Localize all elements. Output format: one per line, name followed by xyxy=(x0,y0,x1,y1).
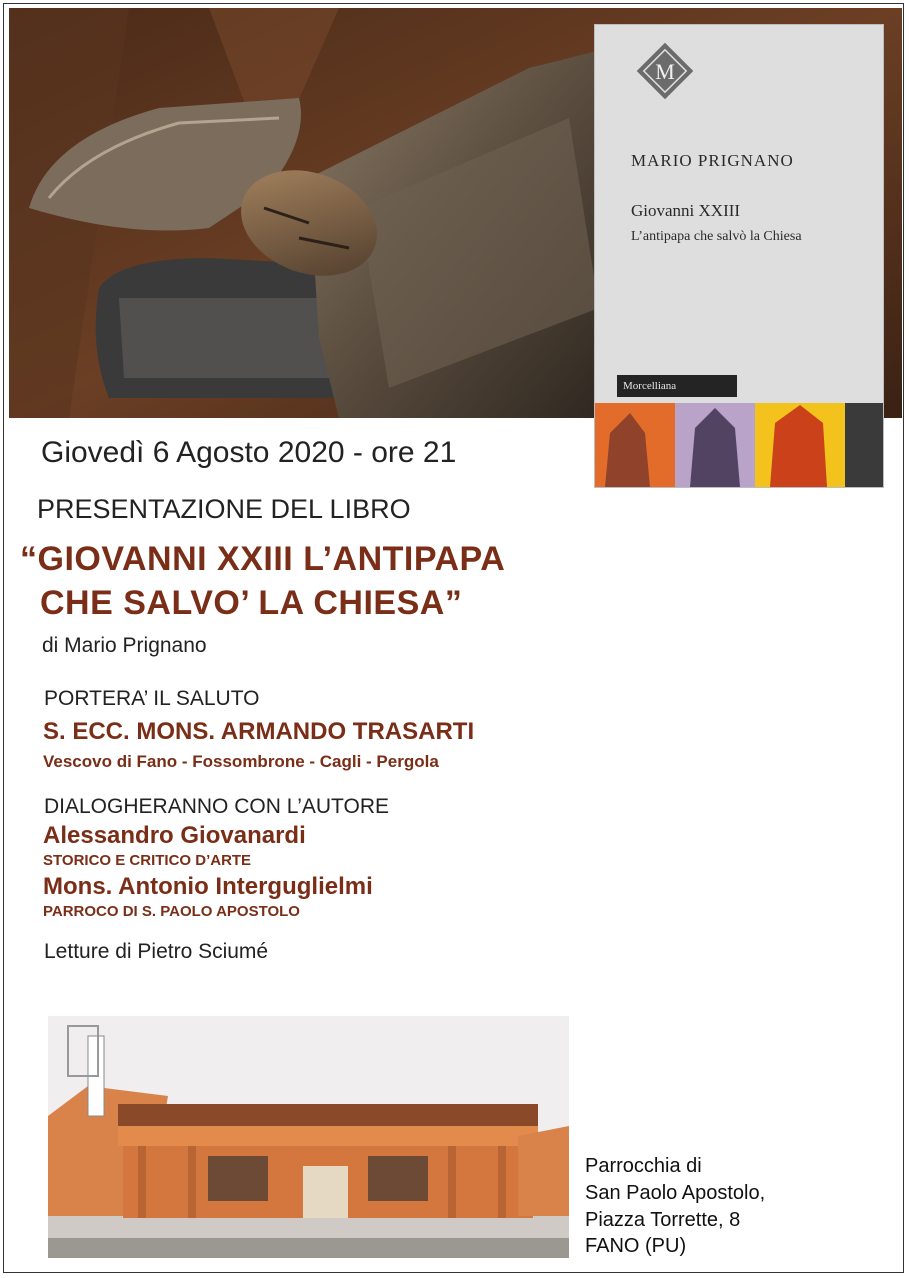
greeting-name: S. ECC. MONS. ARMANDO TRASARTI xyxy=(43,718,475,745)
address-line: Piazza Torrette, 8 xyxy=(585,1209,741,1231)
church-photo xyxy=(48,1016,569,1258)
readings-line: Letture di Pietro Sciumé xyxy=(44,940,269,963)
address-line: Parrocchia di xyxy=(585,1155,702,1177)
publisher-logo-icon xyxy=(633,39,697,103)
book-publisher: Morcelliana xyxy=(617,375,737,397)
book-title-line-2: CHE SALVO’ LA CHIESA” xyxy=(40,584,463,622)
address-line: San Paolo Apostolo, xyxy=(585,1182,766,1204)
speaker-name: Mons. Antonio Interguglielmi xyxy=(43,873,373,900)
address-line: FANO (PU) xyxy=(585,1235,687,1257)
speaker-role: PARROCO DI S. PAOLO APOSTOLO xyxy=(43,903,300,920)
event-date: Giovedì 6 Agosto 2020 - ore 21 xyxy=(41,436,457,469)
event-intro: PRESENTAZIONE DEL LIBRO xyxy=(37,494,411,524)
speaker-name: Alessandro Giovanardi xyxy=(43,822,306,849)
book-cover-art xyxy=(595,403,883,487)
book-title: Giovanni XXIII xyxy=(631,201,741,220)
speaker-role: STORICO E CRITICO D’ARTE xyxy=(43,852,252,869)
dialogue-label: DIALOGHERANNO CON L’AUTORE xyxy=(44,795,390,818)
book-cover xyxy=(595,25,883,487)
greeting-label: PORTERA’ IL SALUTO xyxy=(44,687,260,710)
author-line: di Mario Prignano xyxy=(42,634,207,657)
logo-letter: M xyxy=(655,59,675,84)
book-subtitle: L’antipapa che salvò la Chiesa xyxy=(631,229,802,244)
book-author: MARIO PRIGNANO xyxy=(631,151,794,170)
book-title-line-1: “GIOVANNI XXIII L’ANTIPAPA xyxy=(20,540,506,578)
greeting-role: Vescovo di Fano - Fossombrone - Cagli - Pergola xyxy=(43,752,439,771)
